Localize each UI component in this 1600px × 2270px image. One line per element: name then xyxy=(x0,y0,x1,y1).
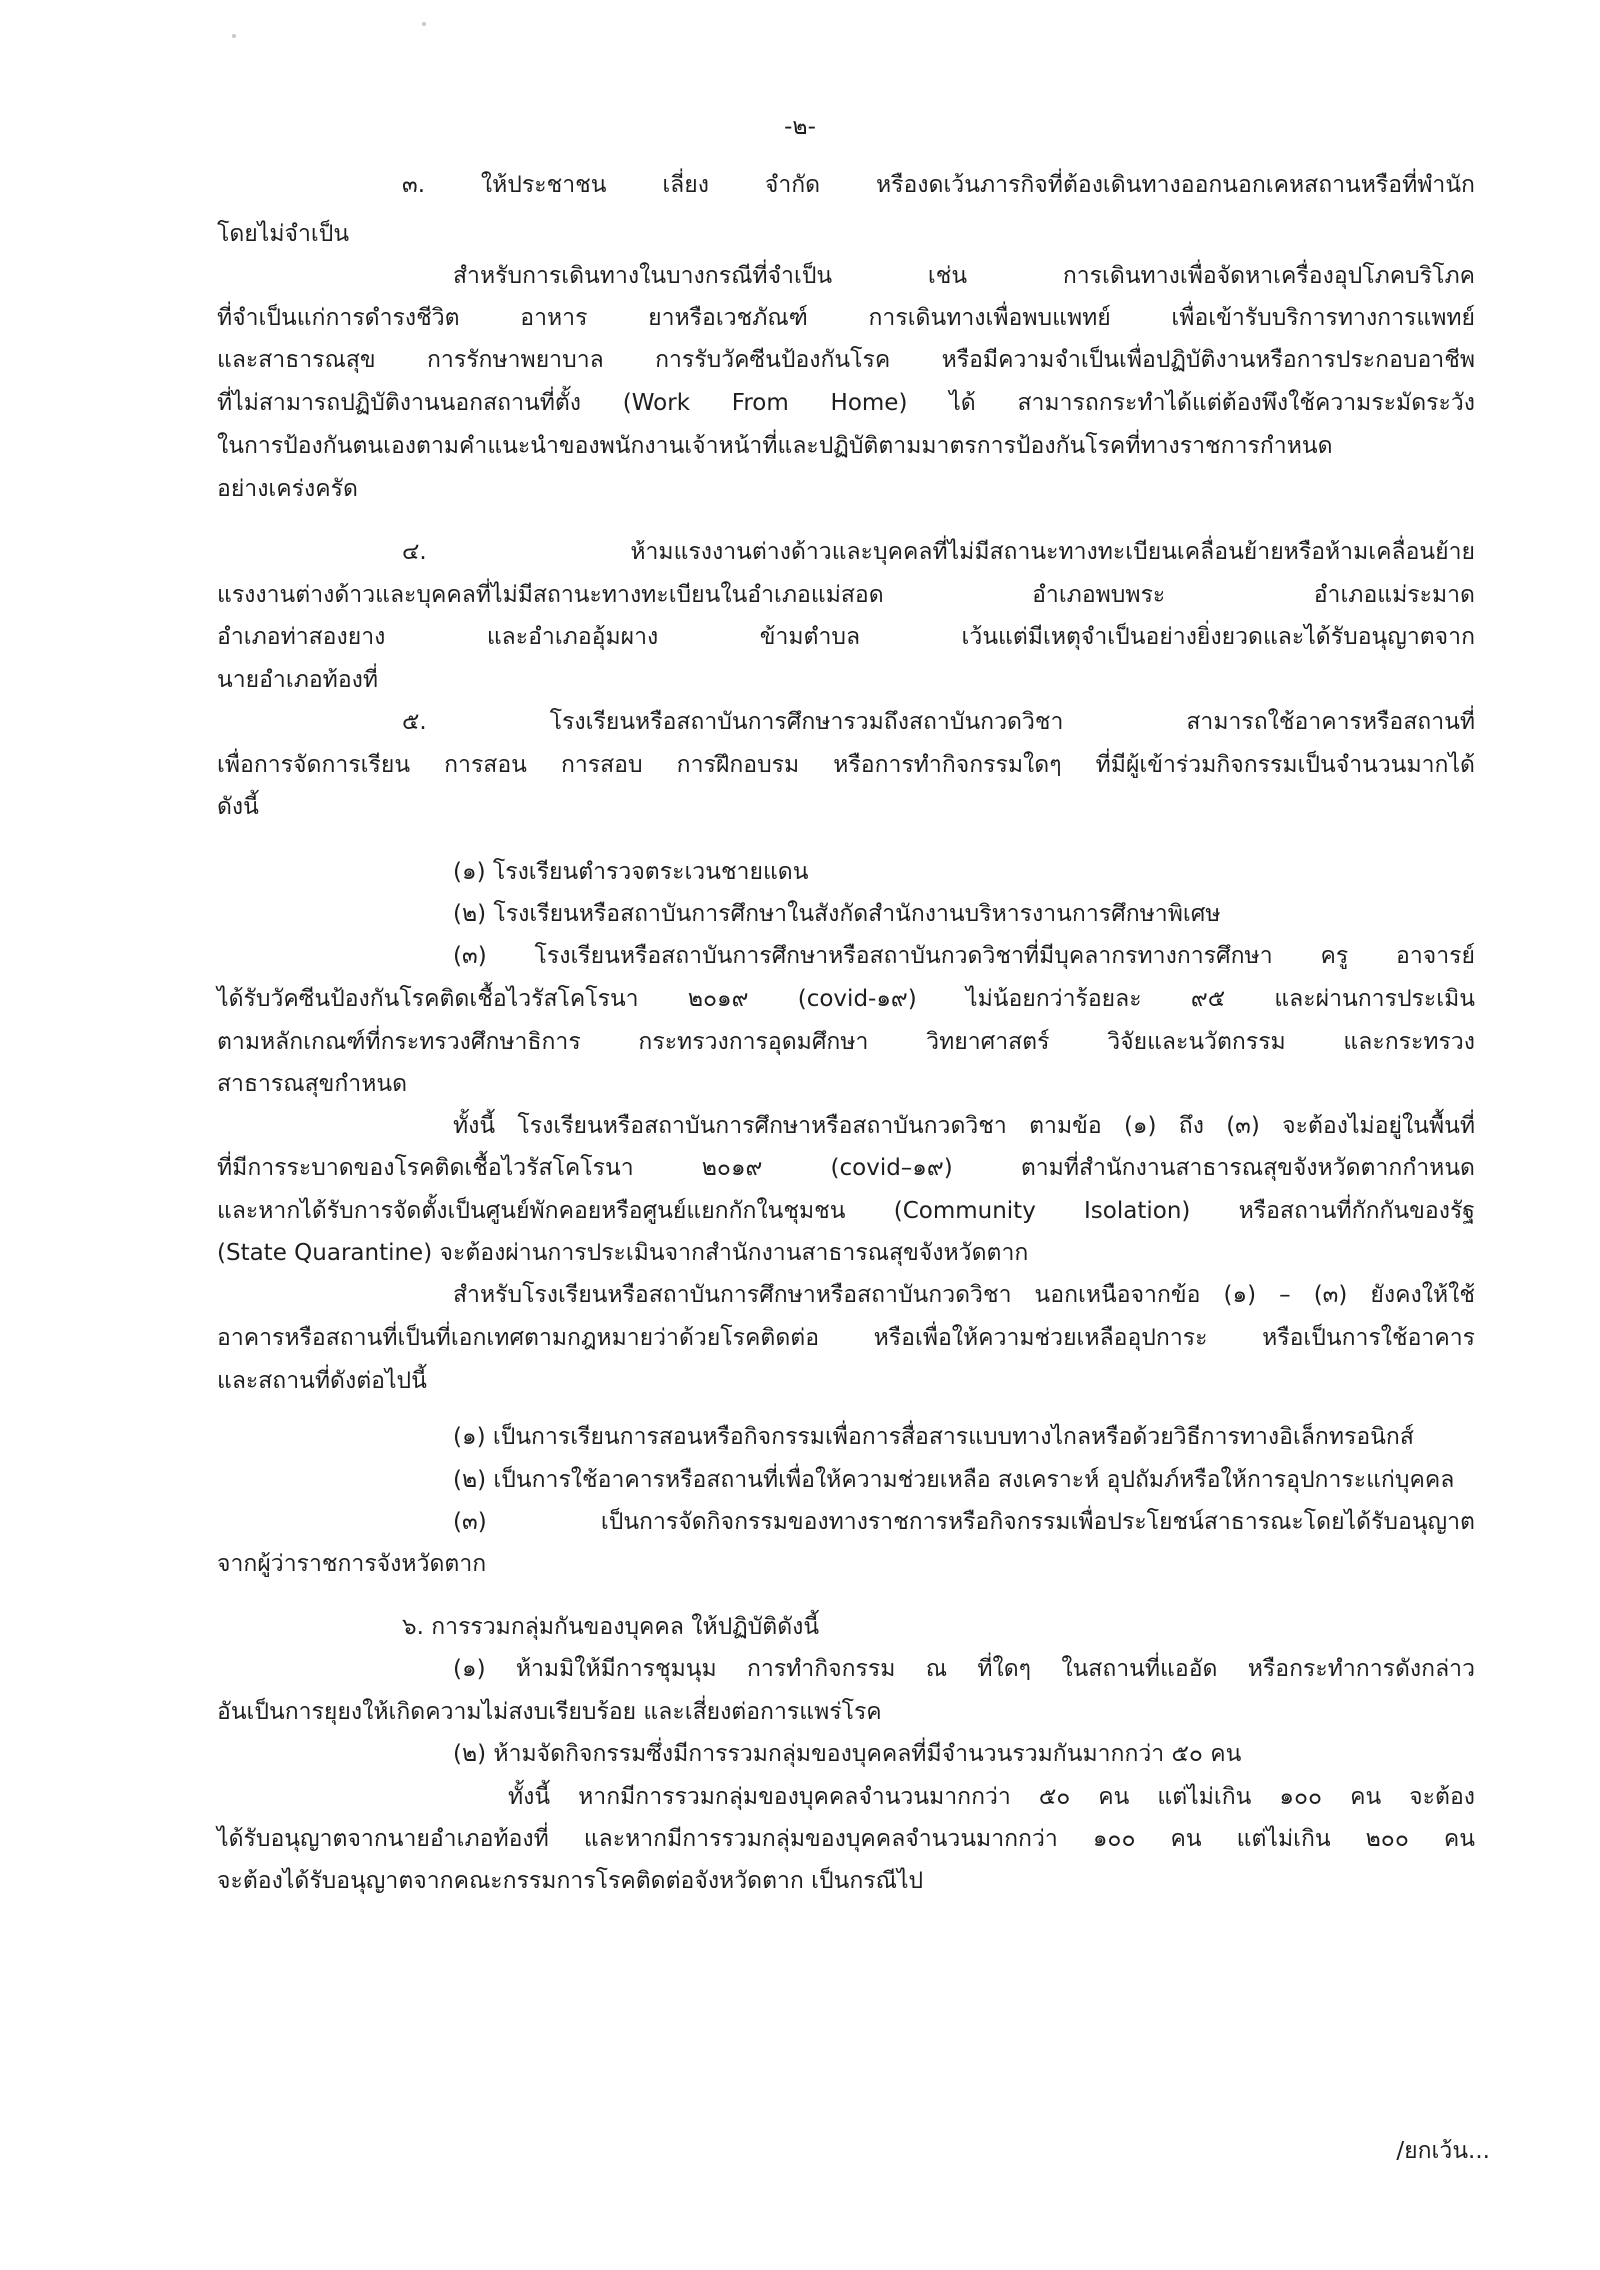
section-5-other-line: สำหรับโรงเรียนหรือสถาบันการศึกษาหรือสถาบันกวดวิชา นอกเหนือจากข้อ (๑) – (๓) ยังคงให้ใช้ xyxy=(453,1282,1475,1308)
section-3-line-1: ๓. ให้ประชาชน เลี่ยง จำกัด หรืองดเว้นภารกิจที่ต้องเดินทางออกนอกเคหสถานหรือที่พำนัก xyxy=(402,172,1475,198)
section-5-item-3-line: ตามหลักเกณฑ์ที่กระทรวงศึกษาธิการ กระทรวงการอุดมศึกษา วิทยาศาสตร์ วิจัยและนวัตกรรม และกระทรวง xyxy=(217,1029,1475,1055)
section-6-item-1-line: (๑) ห้ามมิให้มีการชุมนุม การทำกิจกรรม ณ ที่ใดๆ ในสถานที่แออัด หรือกระทำการดังกล่าว xyxy=(453,1656,1475,1682)
section-5-item-1: (๑) โรงเรียนตำรวจตระเวนชายแดน xyxy=(453,859,809,885)
section-4-line: แรงงานต่างด้าวและบุคคลที่ไม่มีสถานะทางทะเบียนในอำเภอแม่สอด อำเภอพบพระ อำเภอแม่ระมาด xyxy=(217,582,1475,608)
section-6-note-line: ทั้งนี้ หากมีการรวมกลุ่มของบุคคลจำนวนมากกว่า ๕๐ คน แต่ไม่เกิน ๑๐๐ คน จะต้อง xyxy=(508,1784,1475,1810)
section-5-sub-1: (๑) เป็นการเรียนการสอนหรือกิจกรรมเพื่อการสื่อสารแบบทางไกลหรือด้วยวิธีการทางอิเล็กทรอนิกส์ xyxy=(453,1424,1414,1450)
section-5-item-3-line: ได้รับวัคซีนป้องกันโรคติดเชื้อไวรัสโคโรนา ๒๐๑๙ (covid-๑๙) ไม่น้อยกว่าร้อยละ ๙๕ และผ่านการประเมิน xyxy=(217,986,1475,1012)
section-5-note-line: และหากได้รับการจัดตั้งเป็นศูนย์พักคอยหรือศูนย์แยกกักในชุมชน (Community Isolation) หรือสถานที่กักกันของรัฐ xyxy=(217,1198,1475,1224)
section-5-intro-line: ดังนี้ xyxy=(217,794,259,820)
section-4-line: อำเภอท่าสองยาง และอำเภออุ้มผาง ข้ามตำบล เว้นแต่มีเหตุจำเป็นอย่างยิ่งยวดและได้รับอนุญาตจาก xyxy=(217,624,1475,650)
scan-speck xyxy=(422,22,426,26)
section-6-intro: ๖. การรวมกลุ่มกันของบุคคล ให้ปฏิบัติดังนี้ xyxy=(402,1614,820,1640)
section-5-other-line: อาคารหรือสถานที่เป็นที่เอกเทศตามกฎหมายว่าด้วยโรคติดต่อ หรือเพื่อให้ความช่วยเหลืออุปการะ หรือเป็นการใช้อาคาร xyxy=(217,1325,1475,1351)
section-5-intro-line: ๕. โรงเรียนหรือสถาบันการศึกษารวมถึงสถาบันกวดวิชา สามารถใช้อาคารหรือสถานที่ xyxy=(402,709,1475,735)
section-5-item-3-line: (๓) โรงเรียนหรือสถาบันการศึกษาหรือสถาบันกวดวิชาที่มีบุคลากรทางการศึกษา ครู อาจารย์ xyxy=(453,943,1475,969)
section-3-para-line: ที่ไม่สามารถปฏิบัติงานนอกสถานที่ตั้ง (Work From Home) ได้ สามารถกระทำได้แต่ต้องพึงใช้ความระมัดระวัง xyxy=(217,390,1475,416)
section-3-para-line: อย่างเคร่งครัด xyxy=(217,476,358,502)
section-4-line: นายอำเภอท้องที่ xyxy=(217,667,379,693)
section-5-item-3-line: สาธารณสุขกำหนด xyxy=(217,1071,408,1097)
section-5-item-2: (๒) โรงเรียนหรือสถาบันการศึกษาในสังกัดสำนักงานบริหารงานการศึกษาพิเศษ xyxy=(453,901,1221,927)
section-3-para-line: ในการป้องกันตนเองตามคำแนะนำของพนักงานเจ้าหน้าที่และปฏิบัติตามมาตรการป้องกันโรคที่ทางราชการกำหนด xyxy=(217,433,1333,459)
section-5-note-line: ที่มีการระบาดของโรคติดเชื้อไวรัสโคโรนา ๒๐๑๙ (covid–๑๙) ตามที่สำนักงานสาธารณสุขจังหวัดตากกำหนด xyxy=(217,1155,1475,1181)
section-6-note-line: ได้รับอนุญาตจากนายอำเภอท้องที่ และหากมีการรวมกลุ่มของบุคคลจำนวนมากกว่า ๑๐๐ คน แต่ไม่เกิน ๒๐๐ คน xyxy=(217,1826,1475,1852)
section-6-note-line: จะต้องได้รับอนุญาตจากคณะกรรมการโรคติดต่อจังหวัดตาก เป็นกรณีไป xyxy=(217,1868,924,1894)
section-3-line-2: โดยไม่จำเป็น xyxy=(217,221,350,247)
section-5-sub-2: (๒) เป็นการใช้อาคารหรือสถานที่เพื่อให้ความช่วยเหลือ สงเคราะห์ อุปถัมภ์หรือให้การอุปการะแก่บุคคล xyxy=(453,1467,1455,1493)
section-5-intro-line: เพื่อการจัดการเรียน การสอน การสอบ การฝึกอบรม หรือการทำกิจกรรมใดๆ ที่มีผู้เข้าร่วมกิจกรรมเป็นจำนวนมากได้ xyxy=(217,752,1475,778)
page-number: -๒- xyxy=(784,114,816,140)
continuation-marker: /ยกเว้น... xyxy=(1396,2138,1490,2164)
section-5-other-line: และสถานที่ดังต่อไปนี้ xyxy=(217,1368,427,1394)
section-3-para-line: ที่จำเป็นแก่การดำรงชีวิต อาหาร ยาหรือเวชภัณฑ์ การเดินทางเพื่อพบแพทย์ เพื่อเข้ารับบริการทางการแพทย์ xyxy=(217,305,1475,331)
section-5-note-line: (State Quarantine) จะต้องผ่านการประเมินจากสำนักงานสาธารณสุขจังหวัดตาก xyxy=(217,1240,1029,1266)
section-5-sub-3-line: (๓) เป็นการจัดกิจกรรมของทางราชการหรือกิจกรรมเพื่อประโยชน์สาธารณะโดยได้รับอนุญาต xyxy=(453,1509,1475,1535)
section-3-para-line: สำหรับการเดินทางในบางกรณีที่จำเป็น เช่น การเดินทางเพื่อจัดหาเครื่องอุปโภคบริโภค xyxy=(453,263,1475,289)
section-6-item-1-line: อันเป็นการยุยงให้เกิดความไม่สงบเรียบร้อย และเสี่ยงต่อการแพร่โรค xyxy=(217,1699,882,1725)
section-5-sub-3-line: จากผู้ว่าราชการจังหวัดตาก xyxy=(217,1551,487,1577)
scan-speck xyxy=(232,34,236,38)
section-4-line: ๔. ห้ามแรงงานต่างด้าวและบุคคลที่ไม่มีสถานะทางทะเบียนเคลื่อนย้ายหรือห้ามเคลื่อนย้าย xyxy=(402,539,1475,565)
section-6-item-2: (๒) ห้ามจัดกิจกรรมซึ่งมีการรวมกลุ่มของบุคคลที่มีจำนวนรวมกันมากกว่า ๕๐ คน xyxy=(453,1741,1242,1767)
section-3-para-line: และสาธารณสุข การรักษาพยาบาล การรับวัคซีนป้องกันโรค หรือมีความจำเป็นเพื่อปฏิบัติงานหรือการประกอบอาชีพ xyxy=(217,347,1475,373)
section-5-note-line: ทั้งนี้ โรงเรียนหรือสถาบันการศึกษาหรือสถาบันกวดวิชา ตามข้อ (๑) ถึง (๓) จะต้องไม่อยู่ในพื้นที่ xyxy=(453,1113,1475,1139)
